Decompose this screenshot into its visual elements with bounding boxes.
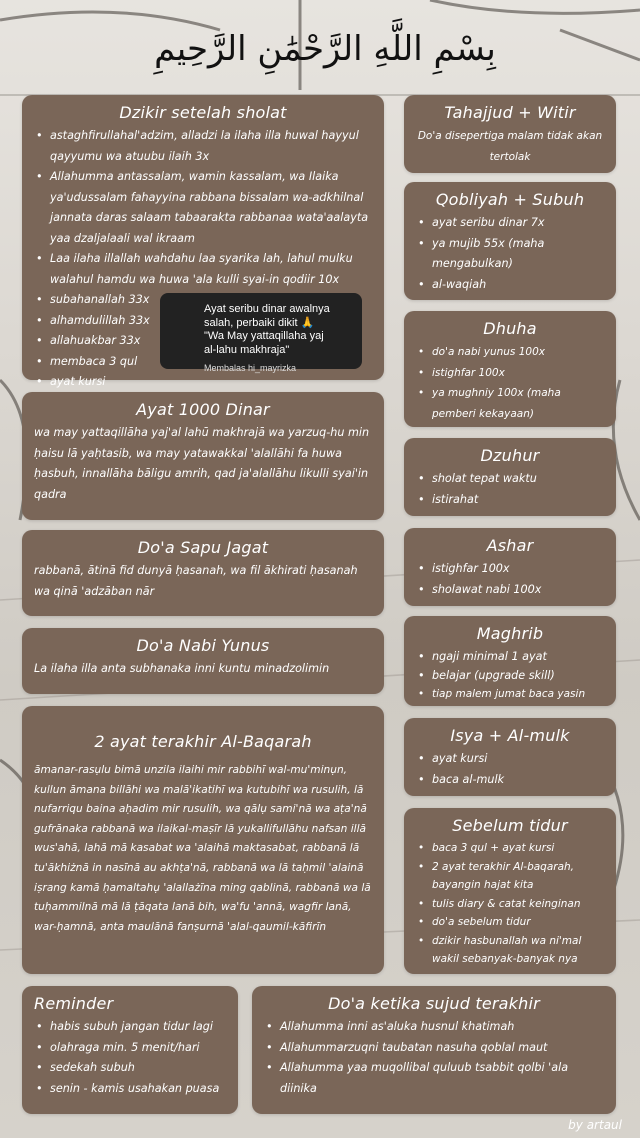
isya-title: Isya + Al-mulk [450,726,570,745]
list-item: • subahanallah 33x [34,290,372,311]
list-item: • al-waqiah [416,275,604,296]
list-item: • astaghfirullahal'adzim, alladzi la ilaha illa huwal hayyul qayyumu wa atuubu ilaih 3x [34,126,372,167]
baqarah-title: 2 ayat terakhir Al-Baqarah [94,732,312,751]
bismillah-calligraphy [154,12,496,84]
tooltip-message [204,303,350,357]
list-item: • ya mughniy 100x (maha pemberi kekayaan) [416,383,604,424]
card-subuh [404,182,616,300]
ayat1000-title: Ayat 1000 Dinar [136,400,270,419]
subuh-title: Qobliyah + Subuh [435,190,585,209]
list-item: • istirahat [416,490,604,511]
tooltip-line: "Wa May yattaqillaha yaj [204,330,324,342]
tahajjud-text: Do'a disepertiga malam tidak akan tertolak [417,130,603,163]
maghrib-list [416,647,604,704]
card-baqarah [22,706,384,974]
list-item: • tiap malem jumat baca yasin [416,685,604,704]
nabiyunus-text: La ilaha illa anta subhanaka inni kuntu minadzolimin [34,662,330,675]
card-maghrib [404,616,616,706]
tooltip-line: al-lahu makhraja" [204,343,290,356]
list-item: • Laa ilaha illallah wahdahu laa syarika lah, lahul mulku walahul hamdu wa huwa 'ala kulli syai-in qodiir 10x [34,249,372,290]
reminder-list [34,1017,226,1099]
tooltip-reply: Membalas hi_mayrizka [204,363,297,373]
list-item: • senin - kamis usahakan puasa [34,1079,226,1100]
ashar-list [416,559,604,600]
card-sujud-terakhir [252,986,616,1114]
card-sebelum-tidur [404,808,616,974]
list-item: • do'a sebelum tidur [416,913,604,932]
card-dhuha [404,311,616,427]
list-item: • tulis diary & catat keinginan [416,895,604,914]
tidur-list [416,839,604,969]
isya-list [416,749,604,790]
list-item: • baca 3 qul + ayat kursi [416,839,604,858]
list-item: • sedekah subuh [34,1058,226,1079]
tooltip-line: salah, perbaiki dikit 🙏 [204,316,315,329]
sujud-list [264,1017,604,1099]
dzuhur-list [416,469,604,510]
sapujagat-text: rabbanā, ātinā fid dunyā ḥasanah, wa fil ākhirati ḥasanah wa qinā 'adzāban nār [34,564,358,598]
list-item: • Allahumma inni as'aluka husnul khatimah [264,1017,604,1038]
ashar-title: Ashar [486,536,534,555]
baqarah-text: āmanar-rasụlu bimā unzila ilaihi mir rabbihī wal-mu'minụn, kullun āmana billāhi wa malā'ikatihī wa kutubihī wa rusulih, lā nufarriqu baina aḥadim mir rusulih, wa qālụ sami'nā wa aṭa'nā gufrānaka rabbanā wa ilaikal-maṣīr lā yukallifullāhu nafsan illā wus'ahā, lahā mā kasabat wa 'alaihā maktasabat, rabbanā lā tu'ākhiżnā in nasīnā au akhṭa'nā, rabbanā wa lā taḥmil 'alainā iṣrang kamā ḥamaltahụ 'alallażīna ming qablinā, rabbanā wa lā tuḥammilnā mā lā ṭāqata lanā bih, wa'fu 'annā, wagfir lanā, war-ḥamnā, anta maulānā fanṣurnā 'alal-qaumil-kāfirīn [34,764,371,933]
ayat1000-text: wa may yattaqillāha yaj'al lahū makhrajā wa yarzuq-hu min ḥaisu lā yaḥtasib, wa may yatawakkal 'alallāhi fa huwa ḥasbuh, innallāha bāligu amrih, qad ja'alallāhu likulli syai'in qadra [34,426,370,501]
calligraphy-graphic [154,12,496,84]
list-item: • alhamdulillah 33x [34,311,372,332]
dhuha-title: Dhuha [483,319,537,338]
dhuha-list [416,342,604,424]
list-item: • Allahumma yaa muqollibal quluub tsabbit qolbi 'ala diinika [264,1058,604,1099]
list-item: • ngaji minimal 1 ayat [416,647,604,666]
dzuhur-title: Dzuhur [480,446,540,465]
list-item: • ayat kursi [416,749,604,770]
list-item: • dzikir hasbunallah wa ni'mal wakil sebanyak-banyak nya [416,932,604,969]
dzikir-title: Dzikir setelah sholat [119,103,287,122]
card-ashar [404,528,616,606]
card-sapu-jagat [22,530,384,616]
card-tahajjud [404,95,616,173]
list-item: • olahraga min. 5 menit/hari [34,1038,226,1059]
maghrib-title: Maghrib [476,624,544,643]
list-item: • istighfar 100x [416,363,604,384]
credit-text: by artaul [568,1118,622,1132]
list-item: • istighfar 100x [416,559,604,580]
card-nabi-yunus [22,628,384,694]
list-item: • Allahummarzuqni taubatan nasuha qoblal maut [264,1038,604,1059]
bismillah-text: بِسْمِ اللَّهِ الرَّحْمَٰنِ الرَّحِيمِ [154,29,496,69]
reminder-title: Reminder [34,994,114,1013]
list-item: • sholawat nabi 100x [416,580,604,601]
card-reminder [22,986,238,1114]
list-item: • do'a nabi yunus 100x [416,342,604,363]
tidur-title: Sebelum tidur [452,816,568,835]
list-item: • Allahumma antassalam, wamin kassalam, wa Ilaika ya'udussalam fahayyina rabbana bissalam wa-adkhilnal jannata daras salaam tabaarakta rabbanaa wata'aalayta yaa dzaljalaali wal ikraam [34,167,372,249]
subuh-list [416,213,604,295]
sapujagat-title: Do'a Sapu Jagat [137,538,269,557]
list-item: • allahuakbar 33x [34,331,372,352]
card-isya [404,718,616,796]
list-item: • habis subuh jangan tidur lagi [34,1017,226,1038]
list-item: • baca al-mulk [416,770,604,791]
tooltip-line: Ayat seribu dinar awalnya [204,303,330,315]
card-dzuhur [404,438,616,516]
list-item: • ayat seribu dinar 7x [416,213,604,234]
sujud-title: Do'a ketika sujud terakhir [328,994,540,1013]
list-item: • sholat tepat waktu [416,469,604,490]
list-item: • ayat kursi [34,372,372,393]
reply-tooltip[interactable] [160,293,362,373]
list-item: • ya mujib 55x (maha mengabulkan) [416,234,604,275]
nabiyunus-title: Do'a Nabi Yunus [136,636,270,655]
list-item: • 2 ayat terakhir Al-baqarah, bayangin hajat kita [416,858,604,895]
list-item: • membaca 3 qul [34,352,372,373]
tahajjud-title: Tahajjud + Witir [444,103,576,122]
card-ayat-1000-dinar [22,392,384,520]
list-item: • belajar (upgrade skill) [416,666,604,685]
